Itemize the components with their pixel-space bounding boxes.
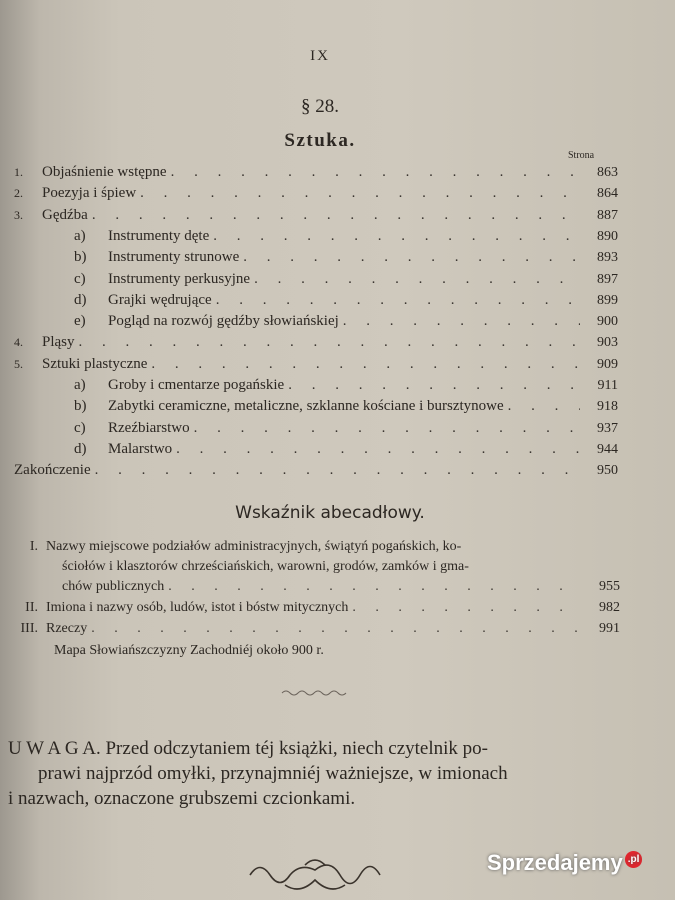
- toc-entry: [14, 292, 618, 312]
- index-line: Nazwy miejscowe podziałów administracyjnych, świątyń pogańskich, ko-: [46, 539, 462, 554]
- toc-entry-label: Groby i cmentarze pogańskie: [108, 377, 285, 393]
- section-number: § 28.: [301, 96, 339, 117]
- page-number: IX: [310, 48, 330, 64]
- leader-dots: [176, 441, 580, 459]
- toc-entry: [14, 228, 618, 248]
- leader-dots: [95, 462, 580, 480]
- page-column-label: Strona: [568, 150, 595, 161]
- toc-entry-number: 3.: [14, 207, 23, 222]
- toc-entry-page: 890: [597, 228, 618, 244]
- index-entry: [8, 559, 620, 579]
- ornament-flourish: [245, 850, 395, 895]
- leader-dots: [254, 271, 580, 289]
- toc-entry-page: 900: [597, 314, 618, 330]
- toc-entry-number: 5.: [14, 356, 23, 371]
- index-line: chów publicznych: [62, 579, 165, 594]
- toc-entry-label: Objaśnienie wstępne: [42, 164, 167, 180]
- note-line: U W A G A. Przed odczytaniem téj książki, niech czytelnik po-: [8, 738, 488, 759]
- toc-entry-number: 2.: [14, 186, 23, 201]
- toc-entry-label: Rzeźbiarstwo: [108, 419, 190, 436]
- leader-dots: [508, 398, 580, 416]
- index-entry: [8, 621, 620, 641]
- toc-entry-label: Instrumenty perkusyjne: [108, 270, 251, 287]
- leader-dots: [140, 185, 580, 203]
- leader-dots: [352, 600, 582, 618]
- toc-entry-number: d): [74, 291, 87, 308]
- toc-entry-page: 944: [597, 441, 618, 457]
- leader-dots: [343, 313, 580, 331]
- toc-entry: [14, 462, 618, 482]
- toc-entry-page: 893: [597, 250, 618, 266]
- toc-entry-label: Malarstwo: [108, 440, 173, 457]
- note-line: i nazwach, oznaczone grubszemi czcionkami.: [8, 788, 356, 809]
- toc-entry-page: 903: [597, 335, 618, 351]
- toc-entry-page: 950: [597, 463, 618, 479]
- toc-entry-number: a): [74, 377, 86, 393]
- index-page: 955: [599, 579, 620, 594]
- index-num-3: III.: [20, 621, 38, 636]
- index-page: 991: [599, 621, 620, 636]
- leader-dots: [91, 621, 582, 639]
- toc-entry-label: Sztuki plastyczne: [42, 355, 148, 372]
- leader-dots: [213, 228, 580, 246]
- toc-entry: [14, 271, 618, 291]
- watermark-suffix: .pl: [625, 851, 643, 868]
- toc-entry-number: e): [74, 313, 86, 330]
- toc-entry-page: 899: [597, 292, 618, 308]
- toc-entry-number: c): [74, 270, 86, 287]
- toc-entry-label: Pląsy: [42, 334, 75, 351]
- leader-dots: [243, 249, 580, 267]
- toc-entry-number: b): [74, 249, 87, 266]
- toc-entry: [14, 398, 618, 418]
- section-title: Sztuka.: [284, 130, 356, 151]
- index-num-2: II.: [25, 600, 38, 615]
- leader-dots: [168, 579, 582, 597]
- index-entry: [8, 579, 620, 599]
- toc-entry: [14, 164, 618, 184]
- toc-entry-number: c): [74, 419, 86, 436]
- toc-entry: [14, 420, 618, 440]
- index-line: Rzeczy: [46, 621, 88, 636]
- leader-dots: [79, 334, 580, 352]
- index-entry: [8, 600, 620, 620]
- toc-entry-page: 909: [597, 356, 618, 372]
- toc-entry-label: Grajki wędrujące: [108, 291, 212, 308]
- toc-entry: [14, 441, 618, 461]
- toc-entry-label: Instrumenty strunowe: [108, 249, 240, 266]
- leader-dots: [171, 164, 580, 182]
- index-entry: [8, 539, 620, 559]
- ornament-divider: [280, 688, 350, 698]
- leader-dots: [151, 356, 580, 374]
- toc-entry-page: 911: [597, 378, 618, 393]
- toc-entry-label: Zabytki ceramiczne, metaliczne, szklanne kościane i bursztynowe: [108, 398, 504, 415]
- toc-entry: [14, 249, 618, 269]
- watermark-logo: [487, 850, 642, 876]
- toc-entry-page: 887: [597, 207, 618, 223]
- toc-entry-page: 918: [597, 399, 618, 415]
- index-title: Wskaźnik abecadłowy.: [235, 503, 425, 523]
- toc-entry-number: 1.: [14, 165, 23, 179]
- toc-entry: [14, 207, 618, 227]
- watermark-text: Sprzedajemy: [487, 850, 623, 875]
- toc-entry-page: 937: [597, 420, 618, 436]
- toc-entry: [14, 313, 618, 333]
- index-num-1: I.: [29, 539, 38, 554]
- toc-entry: [14, 334, 618, 354]
- toc-entry-page: 863: [597, 165, 618, 180]
- toc-entry-label: Pogląd na rozwój gędźby słowiańskiej: [108, 313, 339, 330]
- toc-entry-number: d): [74, 440, 87, 457]
- leader-dots: [194, 420, 580, 438]
- index-line: Imiona i nazwy osób, ludów, istot i bóstw mitycznych: [46, 600, 349, 615]
- leader-dots: [92, 207, 580, 225]
- map-note: Mapa Słowiańszczyzny Zachodniéj około 900 r.: [54, 643, 324, 658]
- toc-entry: [14, 185, 618, 205]
- toc-entry-number: 4.: [14, 335, 23, 350]
- index-page: 982: [599, 600, 620, 615]
- toc-entry-page: 864: [597, 186, 618, 202]
- toc-entry-page: 897: [597, 271, 618, 287]
- toc-entry: [14, 377, 618, 397]
- toc-entry-label: Zakończenie: [14, 462, 91, 479]
- toc-entry-label: Instrumenty dęte: [108, 227, 210, 244]
- index-entry: [8, 643, 620, 663]
- index-line: ściołów i klasztorów chrześciańskich, warowni, grodów, zamków i gma-: [62, 559, 469, 574]
- toc-entry: [14, 356, 618, 376]
- toc-entry-label: Poezyja i śpiew: [42, 185, 137, 202]
- toc-entry-number: a): [74, 227, 86, 244]
- leader-dots: [288, 377, 580, 395]
- toc-entry-number: b): [74, 398, 87, 415]
- toc-entry-label: Gędźba: [42, 206, 88, 223]
- note-line: prawi najprzód omyłki, przynajmniéj ważniejsze, w imionach: [38, 763, 508, 784]
- leader-dots: [216, 292, 580, 310]
